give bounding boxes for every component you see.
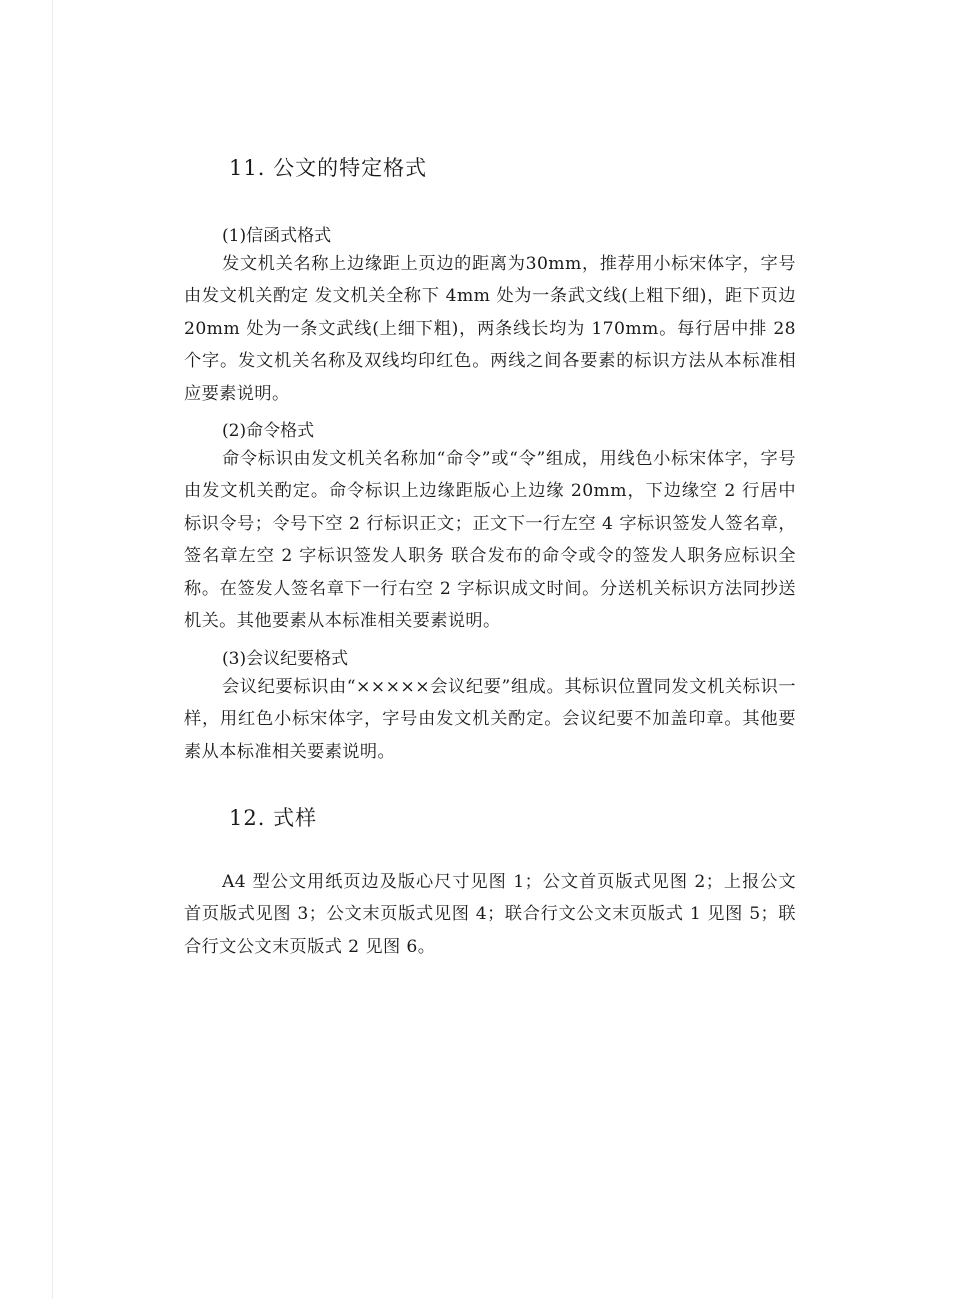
item-3-title: (3)会议纪要格式 <box>222 649 349 669</box>
page-edge <box>52 0 53 1299</box>
section-11-heading: 11. 公文的特定格式 <box>229 156 428 180</box>
item-2-body: 命令标识由发文机关名称加“命令”或“令”组成，用线色小标宋体字，字号由发文机关酌定。命令标识上边缘距版心上边缘 20mm，下边缘空 2 行居中标识令号；令号下空 2 行标识正文；正文下一行左空 4 字标识签发人签名章，签名章左空 2 字标识签发人职务 联合发布的命令或令的签发人职务应标识全称。在签发人签名章下一行右空 2 字标识成文时间。分送机关标识方法同抄送机关。其他要素从本标准相关要素说明。 <box>184 449 796 632</box>
section-12-heading: 12. 式样 <box>229 806 318 830</box>
item-1-body: 发文机关名称上边缘距上页边的距离为30mm，推荐用小标宋体字，字号由发文机关酌定 发文机关全称下 4mm 处为一条武文线(上粗下细)，距下页边 20mm 处为一条文武线(上细下粗)，两条线长均为 170mm。每行居中排 28 个字。发文机关名称及双线均印红色。两线之间各要素的标识方法从本标准相应要素说明。 <box>184 254 796 404</box>
item-1-title: (1)信函式格式 <box>222 226 332 246</box>
section-12-body: A4 型公文用纸页边及版心尺寸见图 1；公文首页版式见图 2；上报公文首页版式见图 3；公文末页版式见图 4；联合行文公文末页版式 1 见图 5；联合行文公文末页版式 2 见图 6。 <box>184 872 796 957</box>
item-3-body: 会议纪要标识由“×××××会议纪要”组成。其标识位置同发文机关标识一样，用红色小标宋体字，字号由发文机关酌定。会议纪要不加盖印章。其他要素从本标准相关要素说明。 <box>184 677 796 762</box>
item-2-title: (2)命令格式 <box>222 421 315 441</box>
